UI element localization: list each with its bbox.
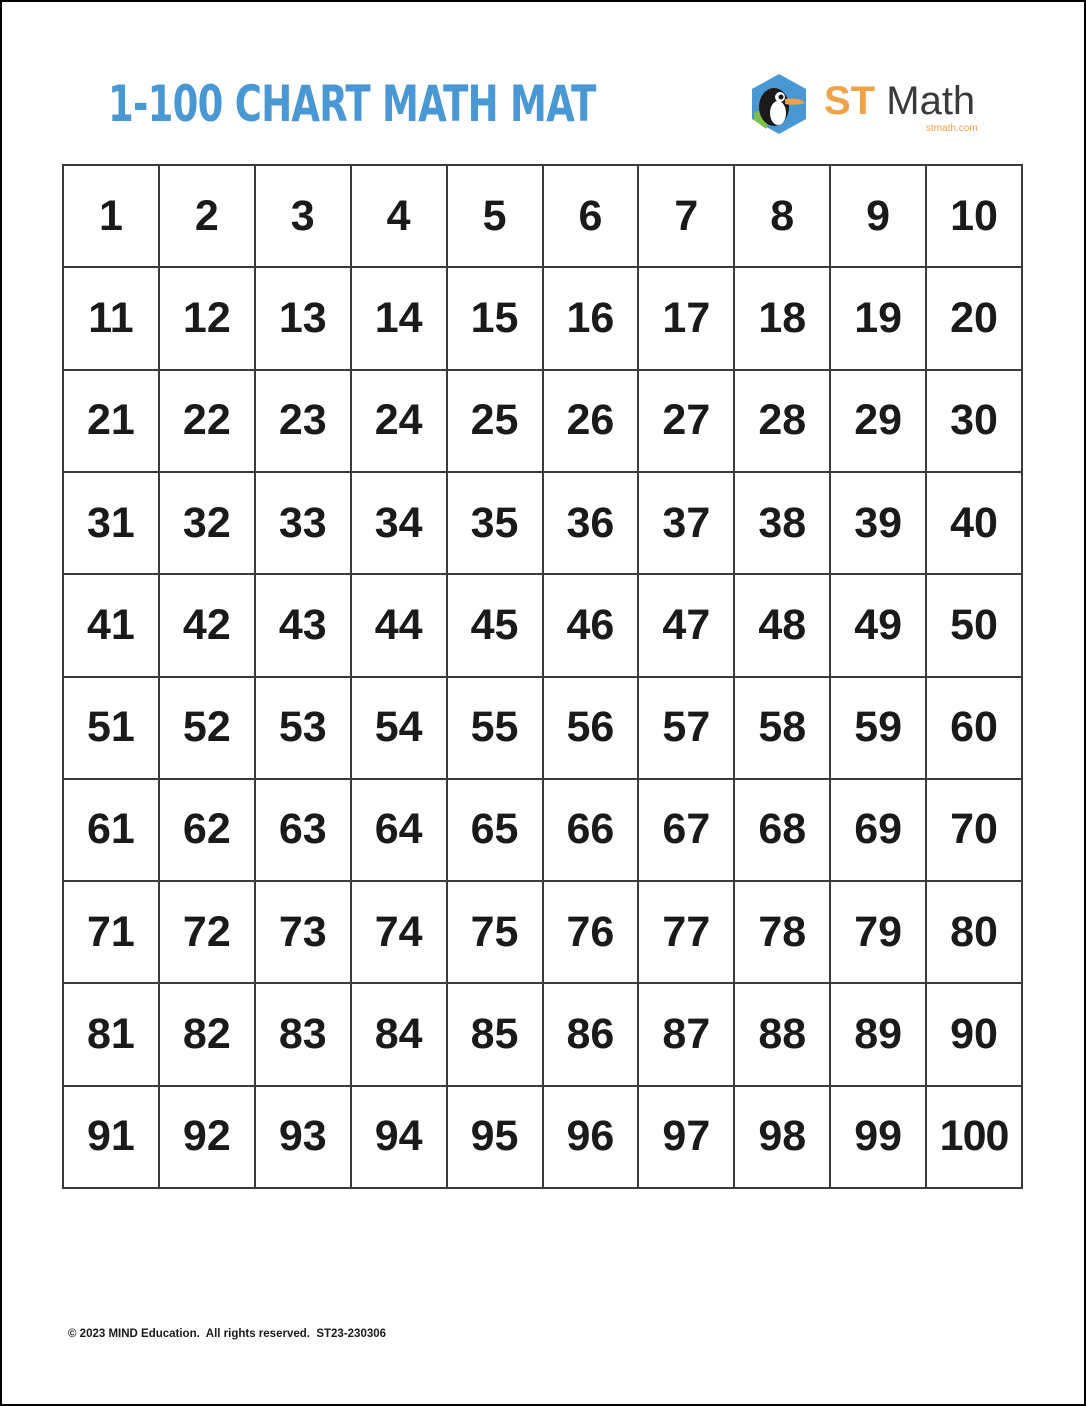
grid-cell: 25 (448, 371, 544, 473)
grid-cell: 18 (735, 268, 831, 370)
grid-cell: 68 (735, 780, 831, 882)
grid-cell: 63 (256, 780, 352, 882)
page-title: 1-100 CHART MATH MAT (108, 75, 596, 133)
grid-cell: 77 (639, 882, 735, 984)
grid-cell: 76 (544, 882, 640, 984)
grid-cell: 6 (544, 166, 640, 268)
grid-cell: 98 (735, 1087, 831, 1189)
grid-cell: 9 (831, 166, 927, 268)
grid-cell: 44 (352, 575, 448, 677)
grid-cell: 58 (735, 678, 831, 780)
brand-wordmark (824, 79, 975, 123)
penguin-mascot-icon (748, 73, 810, 135)
grid-cell: 74 (352, 882, 448, 984)
grid-cell: 12 (160, 268, 256, 370)
grid-cell: 78 (735, 882, 831, 984)
grid-cell: 56 (544, 678, 640, 780)
grid-cell: 29 (831, 371, 927, 473)
st-math-logo (748, 73, 988, 137)
grid-cell: 96 (544, 1087, 640, 1189)
brand-math: Math (886, 79, 976, 123)
grid-cell: 39 (831, 473, 927, 575)
grid-cell: 87 (639, 984, 735, 1086)
grid-cell: 41 (64, 575, 160, 677)
grid-cell: 31 (64, 473, 160, 575)
grid-cell: 21 (64, 371, 160, 473)
grid-cell: 36 (544, 473, 640, 575)
grid-cell: 51 (64, 678, 160, 780)
grid-cell: 64 (352, 780, 448, 882)
grid-cell: 52 (160, 678, 256, 780)
grid-cell: 95 (448, 1087, 544, 1189)
grid-cell: 24 (352, 371, 448, 473)
grid-cell: 62 (160, 780, 256, 882)
grid-cell: 33 (256, 473, 352, 575)
grid-cell: 37 (639, 473, 735, 575)
grid-cell: 100 (927, 1087, 1023, 1189)
grid-cell: 89 (831, 984, 927, 1086)
grid-cell: 93 (256, 1087, 352, 1189)
grid-cell: 73 (256, 882, 352, 984)
grid-cell: 22 (160, 371, 256, 473)
grid-cell: 99 (831, 1087, 927, 1189)
grid-cell: 67 (639, 780, 735, 882)
hundred-chart-grid (62, 164, 1023, 1189)
grid-cell: 83 (256, 984, 352, 1086)
grid-cell: 79 (831, 882, 927, 984)
grid-cell: 91 (64, 1087, 160, 1189)
grid-cell: 81 (64, 984, 160, 1086)
grid-cell: 72 (160, 882, 256, 984)
grid-cell: 97 (639, 1087, 735, 1189)
grid-cell: 86 (544, 984, 640, 1086)
grid-cell: 49 (831, 575, 927, 677)
grid-cell: 88 (735, 984, 831, 1086)
grid-cell: 19 (831, 268, 927, 370)
grid-cell: 42 (160, 575, 256, 677)
grid-cell: 14 (352, 268, 448, 370)
grid-cell: 53 (256, 678, 352, 780)
grid-cell: 43 (256, 575, 352, 677)
grid-cell: 46 (544, 575, 640, 677)
grid-cell: 30 (927, 371, 1023, 473)
grid-cell: 85 (448, 984, 544, 1086)
grid-cell: 55 (448, 678, 544, 780)
grid-cell: 28 (735, 371, 831, 473)
grid-cell: 45 (448, 575, 544, 677)
grid-cell: 90 (927, 984, 1023, 1086)
grid-cell: 23 (256, 371, 352, 473)
grid-cell: 1 (64, 166, 160, 268)
grid-cell: 20 (927, 268, 1023, 370)
grid-cell: 71 (64, 882, 160, 984)
grid-cell: 70 (927, 780, 1023, 882)
grid-cell: 3 (256, 166, 352, 268)
grid-cell: 11 (64, 268, 160, 370)
grid-cell: 82 (160, 984, 256, 1086)
grid-cell: 35 (448, 473, 544, 575)
grid-cell: 5 (448, 166, 544, 268)
grid-cell: 8 (735, 166, 831, 268)
grid-cell: 13 (256, 268, 352, 370)
grid-cell: 92 (160, 1087, 256, 1189)
grid-cell: 34 (352, 473, 448, 575)
grid-cell: 32 (160, 473, 256, 575)
grid-cell: 10 (927, 166, 1023, 268)
grid-cell: 27 (639, 371, 735, 473)
grid-cell: 57 (639, 678, 735, 780)
grid-cell: 66 (544, 780, 640, 882)
grid-cell: 75 (448, 882, 544, 984)
grid-cell: 7 (639, 166, 735, 268)
grid-cell: 50 (927, 575, 1023, 677)
grid-cell: 16 (544, 268, 640, 370)
grid-cell: 94 (352, 1087, 448, 1189)
grid-cell: 40 (927, 473, 1023, 575)
grid-cell: 17 (639, 268, 735, 370)
grid-cell: 26 (544, 371, 640, 473)
grid-cell: 69 (831, 780, 927, 882)
grid-cell: 65 (448, 780, 544, 882)
grid-cell: 80 (927, 882, 1023, 984)
grid-cell: 47 (639, 575, 735, 677)
grid-cell: 60 (927, 678, 1023, 780)
grid-cell: 84 (352, 984, 448, 1086)
grid-cell: 48 (735, 575, 831, 677)
grid-cell: 38 (735, 473, 831, 575)
brand-url: stmath.com (926, 123, 978, 134)
grid-cell: 2 (160, 166, 256, 268)
grid-cell: 15 (448, 268, 544, 370)
grid-cell: 59 (831, 678, 927, 780)
copyright-footer: © 2023 MIND Education. All rights reserved. ST23-230306 (68, 1328, 387, 1340)
brand-st: ST (824, 79, 876, 123)
grid-cell: 4 (352, 166, 448, 268)
grid-cell: 54 (352, 678, 448, 780)
grid-cell: 61 (64, 780, 160, 882)
